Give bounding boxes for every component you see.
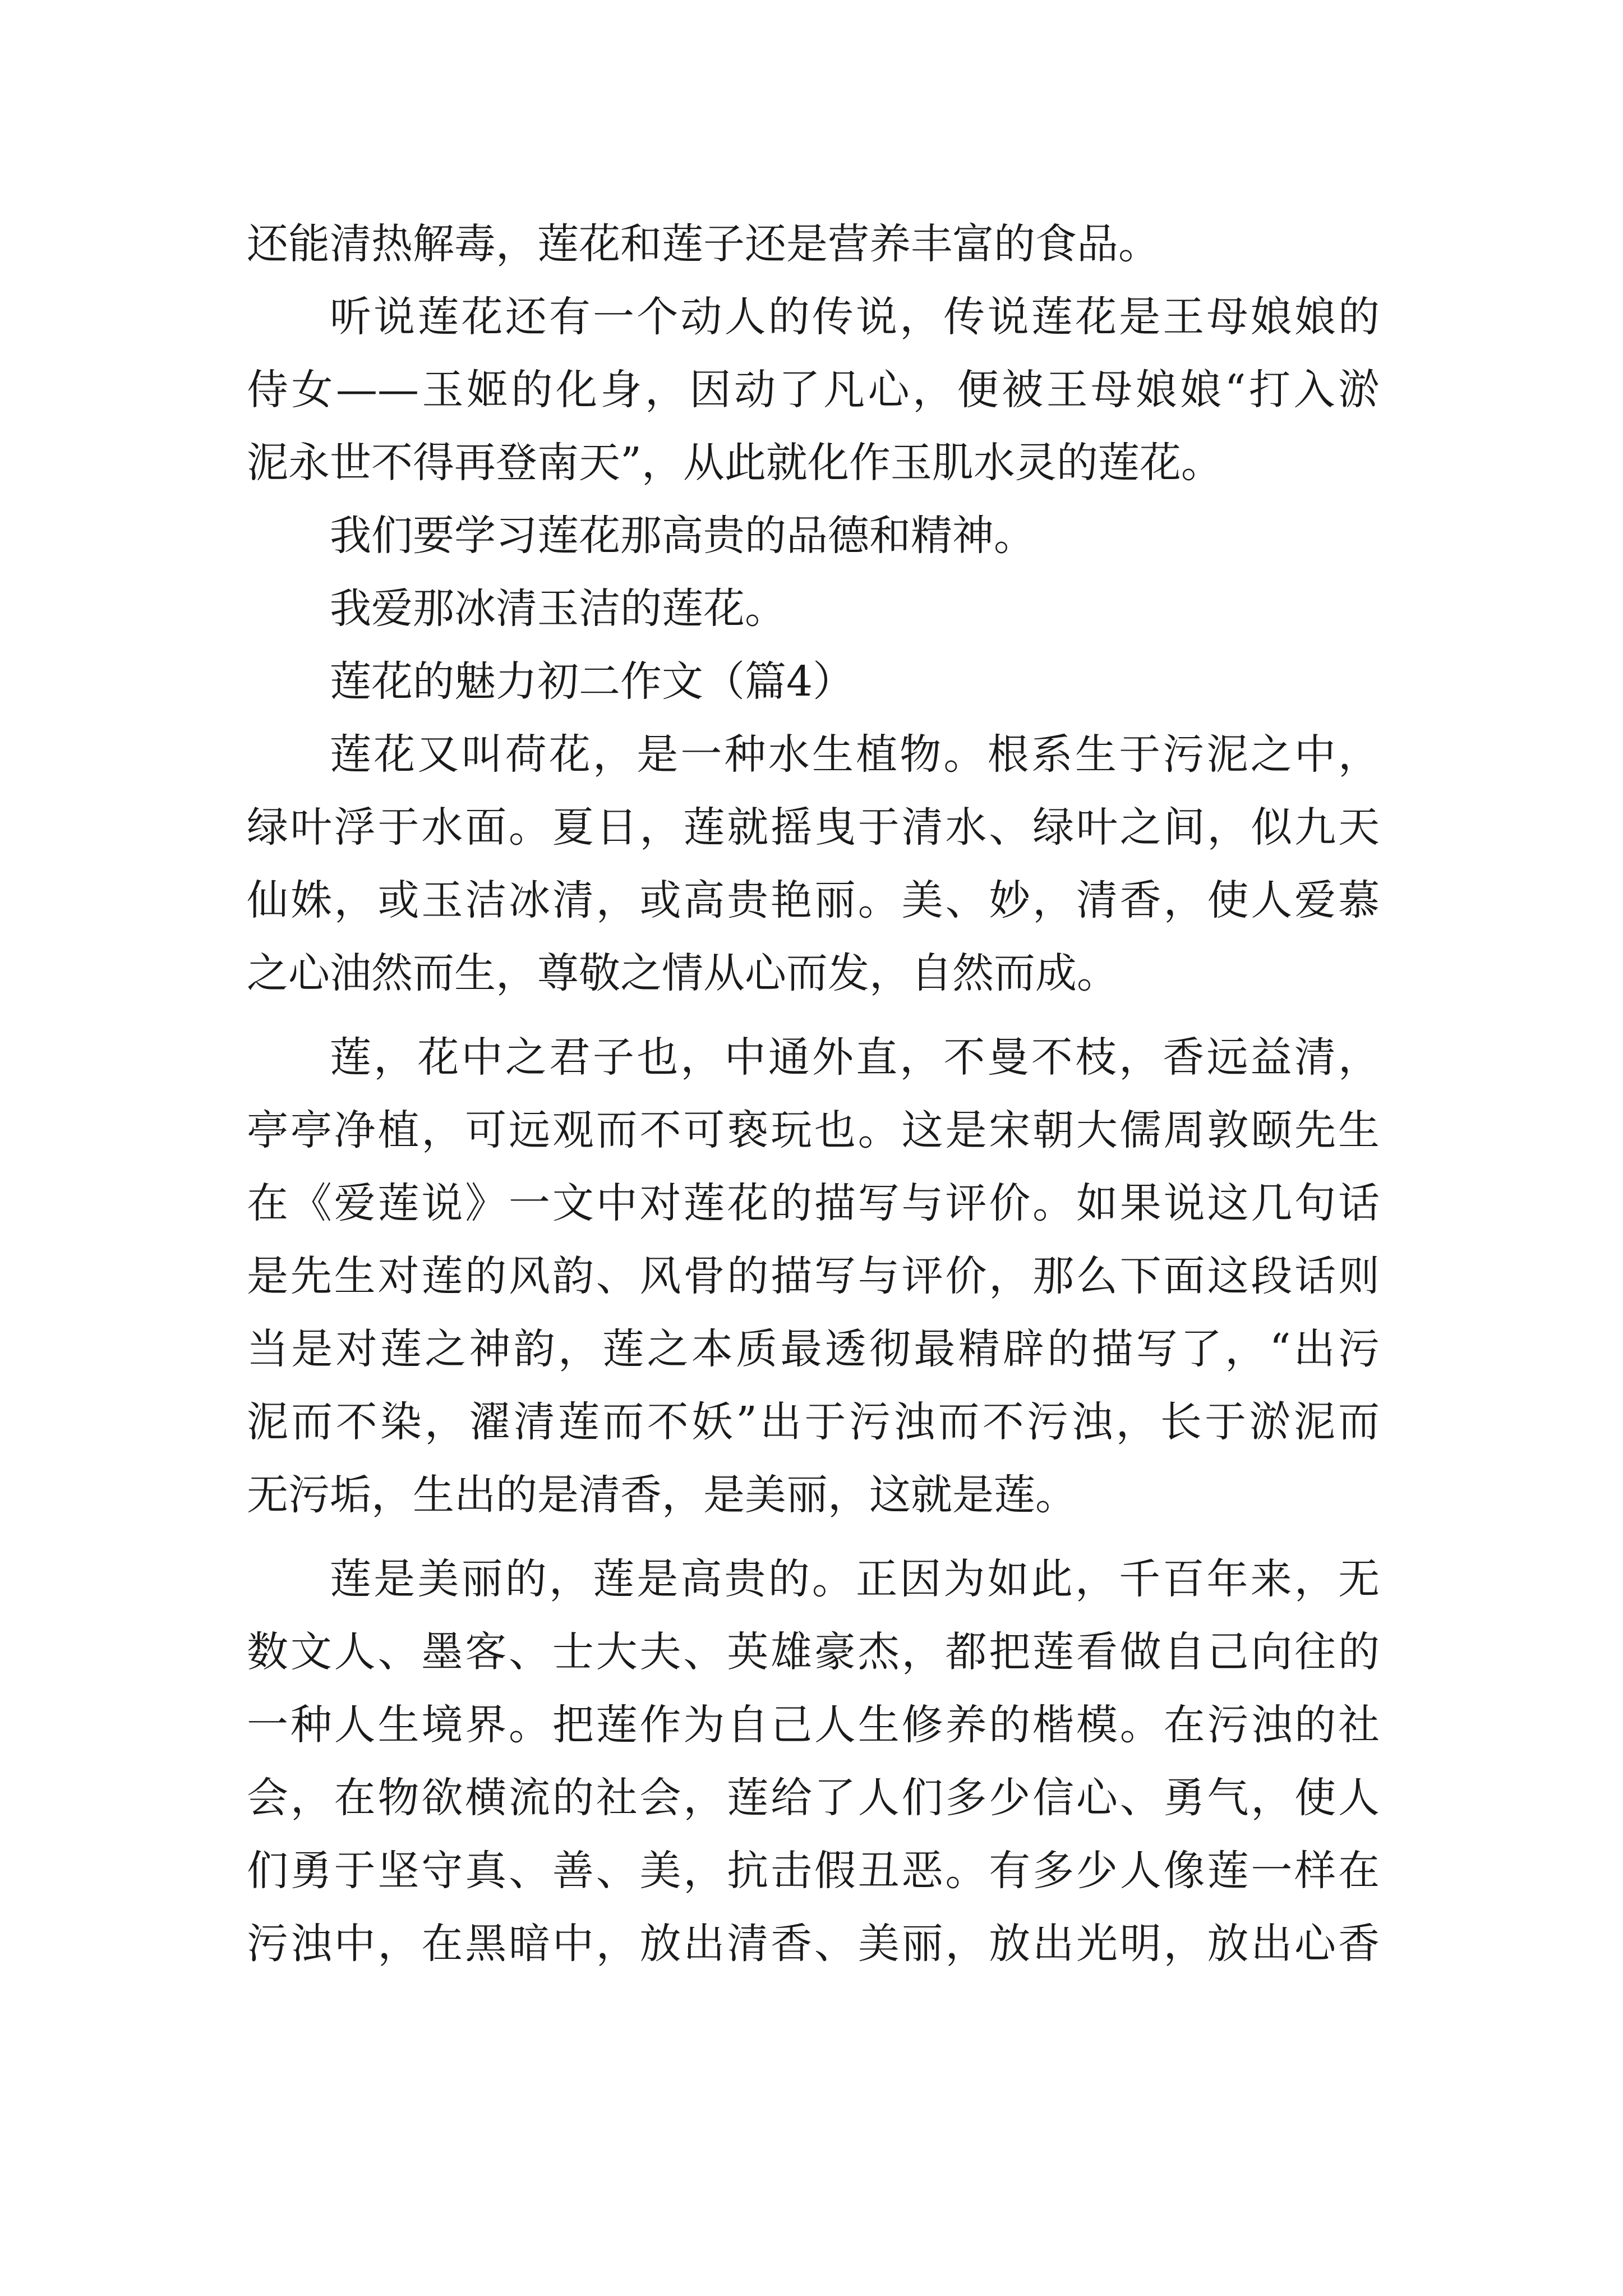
text-line: 我们要学习莲花那高贵的品德和精神。 [330, 512, 1035, 560]
text-line: 莲是美丽的，莲是高贵的。正因为如此，千百年来，无 [330, 1555, 1380, 1603]
text-line: 亭亭净植，可远观而不可亵玩也。这是宋朝大儒周敦颐先生 [247, 1106, 1380, 1154]
text-line: 还能清热解毒，莲花和莲子还是营养丰富的食品。 [247, 220, 1160, 268]
text-line: 会，在物欲横流的社会，莲给了人们多少信心、勇气，使人 [247, 1774, 1380, 1822]
text-line: 泥而不染，濯清莲而不妖”出于污浊而不污浊，长于淤泥而 [247, 1398, 1380, 1446]
text-line: 之心油然而生，尊敬之情从心而发，自然而成。 [247, 949, 1118, 997]
section-heading: 莲花的魅力初二作文（篇4） [330, 657, 855, 706]
text-line: 仙姝，或玉洁冰清，或高贵艳丽。美、妙，清香，使人爱慕 [247, 876, 1380, 924]
text-line: 莲花又叫荷花，是一种水生植物。根系生于污泥之中， [330, 730, 1380, 779]
text-line: 在《爱莲说》一文中对莲花的描写与评价。如果说这几句话 [247, 1179, 1380, 1227]
text-line: 听说莲花还有一个动人的传说，传说莲花是王母娘娘的 [330, 293, 1380, 341]
text-line: 无污垢，生出的是清香，是美丽，这就是莲。 [247, 1471, 1077, 1519]
text-line: 侍女——玉姬的化身，因动了凡心，便被王母娘娘“打入淤 [247, 366, 1380, 414]
text-line: 一种人生境界。把莲作为自己人生修养的楷模。在污浊的社 [247, 1701, 1380, 1749]
text-line: 绿叶浮于水面。夏日，莲就摇曳于清水、绿叶之间，似九天 [247, 803, 1380, 852]
text-line: 我爱那冰清玉洁的莲花。 [330, 585, 786, 633]
text-line: 莲，花中之君子也，中通外直，不曼不枝，香远益清， [330, 1033, 1380, 1082]
text-line: 泥永世不得再登南天”，从此就化作玉肌水灵的莲花。 [247, 439, 1223, 487]
text-line: 污浊中，在黑暗中，放出清香、美丽，放出光明，放出心香 [247, 1920, 1380, 1968]
text-line: 是先生对莲的风韵、风骨的描写与评价，那么下面这段话则 [247, 1252, 1380, 1300]
text-line: 当是对莲之神韵，莲之本质最透彻最精辟的描写了，“出污 [247, 1325, 1380, 1373]
text-line: 数文人、墨客、士大夫、英雄豪杰，都把莲看做自己向往的 [247, 1628, 1380, 1676]
text-line: 们勇于坚守真、善、美，抗击假丑恶。有多少人像莲一样在 [247, 1847, 1380, 1895]
